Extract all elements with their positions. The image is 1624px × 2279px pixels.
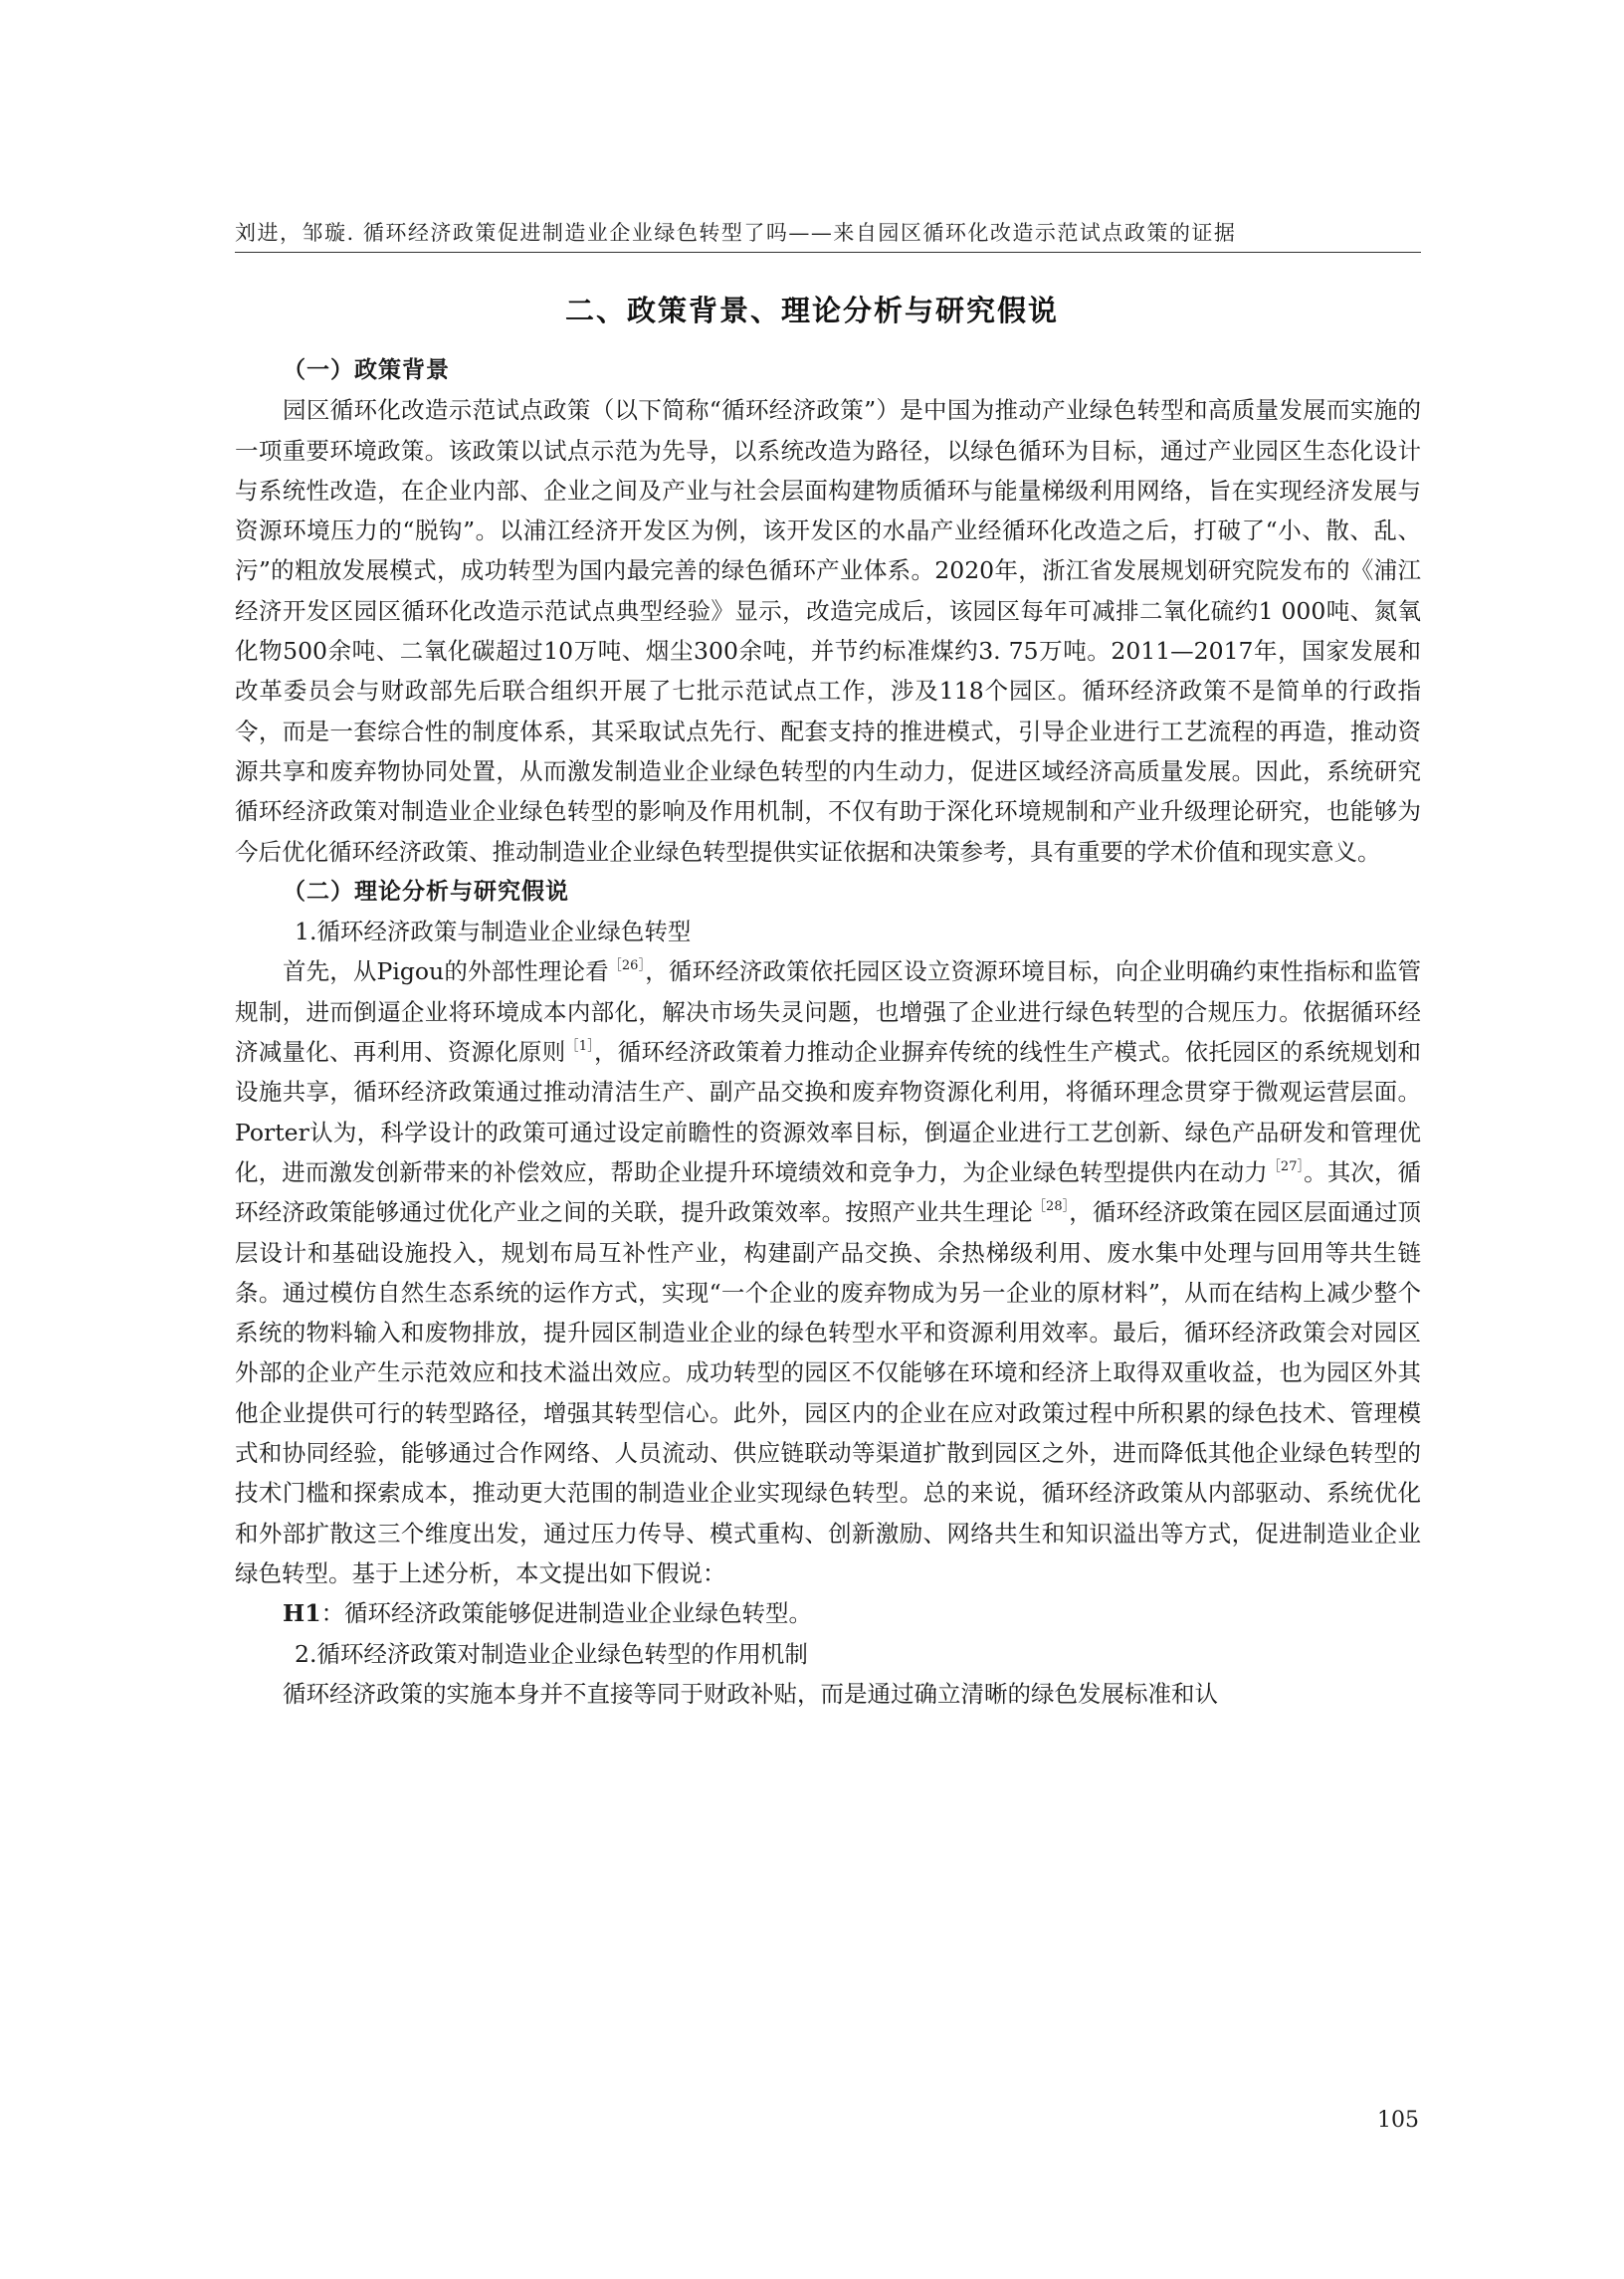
- subheading-1: 1.循环经济政策与制造业企业绿色转型: [295, 918, 692, 946]
- text-segment: ，循环经济政策依托园区设立资源环境目标，向企业明确约束性指标和监管规制，进而倒逼企业将环境成本内部化，解决市场失灵问题，也增强了企业进行绿色转型的合规压力。依据循环经济减量化、再利用、资源化原则: [235, 957, 1422, 1067]
- hypothesis-h1: [235, 1593, 1421, 1633]
- hypothesis-text: ：循环经济政策能够促进制造业企业绿色转型。: [320, 1599, 813, 1628]
- text-segment: 。其次，循环经济政策能够通过优化产业之间的关联，提升政策效率。按照产业共生理论: [235, 1157, 1422, 1227]
- citation-27: ［27］: [1267, 1158, 1305, 1174]
- subsection-heading-policy-background: （一）政策背景: [283, 357, 450, 383]
- running-header: 刘进，邹璇. 循环经济政策促进制造业企业绿色转型了吗——来自园区循环化改造示范试点政策的证据: [235, 221, 1237, 245]
- header-rule: [235, 252, 1421, 253]
- paragraph-theory: [235, 951, 1421, 1593]
- subsection-heading-theory: （二）理论分析与研究假说: [283, 878, 569, 905]
- body-text: [235, 350, 1421, 1714]
- text-segment: 首先，从Pigou的外部性理论看: [283, 957, 609, 986]
- citation-28: ［28］: [1032, 1199, 1070, 1215]
- text-segment: ，循环经济政策着力推动企业摒弃传统的线性生产模式。依托园区的系统规划和设施共享，循环经济政策通过推动清洁生产、副产品交换和废弃物资源化利用，将循环理念贯穿于微观运营层面。Porter认为，科学设计的政策可通过设定前瞻性的资源效率目标，倒逼企业进行工艺创新、绿色产品研发和管理优化，进而激发创新带来的补偿效应，帮助企业提升环境绩效和竞争力，为企业绿色转型提供内在动力: [235, 1038, 1422, 1186]
- hypothesis-label: H1: [283, 1599, 321, 1628]
- text-segment: ，循环经济政策在园区层面通过顶层设计和基础设施投入，规划布局互补性产业，构建副产品交换、余热梯级利用、废水集中处理与回用等共生链条。通过模仿自然生态系统的运作方式，实现“一个企业的废弃物成为另一企业的原材料”，从而在结构上减少整个系统的物料输入和废物排放，提升园区制造业企业的绿色转型水平和资源利用效率。最后，循环经济政策会对园区外部的企业产生示范效应和技术溢出效应。成功转型的园区不仅能够在环境和经济上取得双重收益，也为园区外其他企业提供可行的转型路径，增强其转型信心。此外，园区内的企业在应对政策过程中所积累的绿色技术、管理模式和协同经验，能够通过合作网络、人员流动、供应链联动等渠道扩散到园区之外，进而降低其他企业绿色转型的技术门槛和探索成本，推动更大范围的制造业企业实现绿色转型。总的来说，循环经济政策从内部驱动、系统优化和外部扩散这三个维度出发，通过压力传导、模式重构、创新激励、网络共生和知识溢出等方式，促进制造业企业绿色转型。基于上述分析，本文提出如下假说：: [235, 1198, 1422, 1587]
- section-title: 二、政策背景、理论分析与研究假说: [564, 294, 1059, 327]
- paragraph-policy-background: 园区循环化改造示范试点政策（以下简称“循环经济政策”）是中国为推动产业绿色转型和高质量发展而实施的一项重要环境政策。该政策以试点示范为先导，以系统改造为路径，以绿色循环为目标，通过产业园区生态化设计与系统性改造，在企业内部、企业之间及产业与社会层面构建物质循环与能量梯级利用网络，旨在实现经济发展与资源环境压力的“脱钩”。以浦江经济开发区为例，该开发区的水晶产业经循环化改造之后，打破了“小、散、乱、污”的粗放发展模式，成功转型为国内最完善的绿色循环产业体系。2020年，浙江省发展规划研究院发布的《浦江经济开发区园区循环化改造示范试点典型经验》显示，改造完成后，该园区每年可减排二氧化硫约1 000吨、氮氧化物500余吨、二氧化碳超过10万吨、烟尘300余吨，并节约标准煤约3. 75万吨。2011—2017年，国家发展和改革委员会与财政部先后联合组织开展了七批示范试点工作，涉及118个园区。循环经济政策不是简单的行政指令，而是一套综合性的制度体系，其采取试点先行、配套支持的推进模式，引导企业进行工艺流程的再造，推动资源共享和废弃物协同处置，从而激发制造业企业绿色转型的内生动力，促进区域经济高质量发展。因此，系统研究循环经济政策对制造业企业绿色转型的影响及作用机制，不仅有助于深化环境规制和产业升级理论研究，也能够为今后优化循环经济政策、推动制造业企业绿色转型提供实证依据和决策参考，具有重要的学术价值和现实意义。: [235, 396, 1421, 866]
- page-number: 105: [1377, 2108, 1419, 2133]
- paragraph-mechanism: 循环经济政策的实施本身并不直接等同于财政补贴，而是通过确立清晰的绿色发展标准和认: [283, 1679, 1218, 1708]
- citation-26: ［26］: [608, 958, 646, 974]
- citation-1: ［1］: [565, 1039, 595, 1055]
- subheading-2: 2.循环经济政策对制造业企业绿色转型的作用机制: [295, 1639, 808, 1668]
